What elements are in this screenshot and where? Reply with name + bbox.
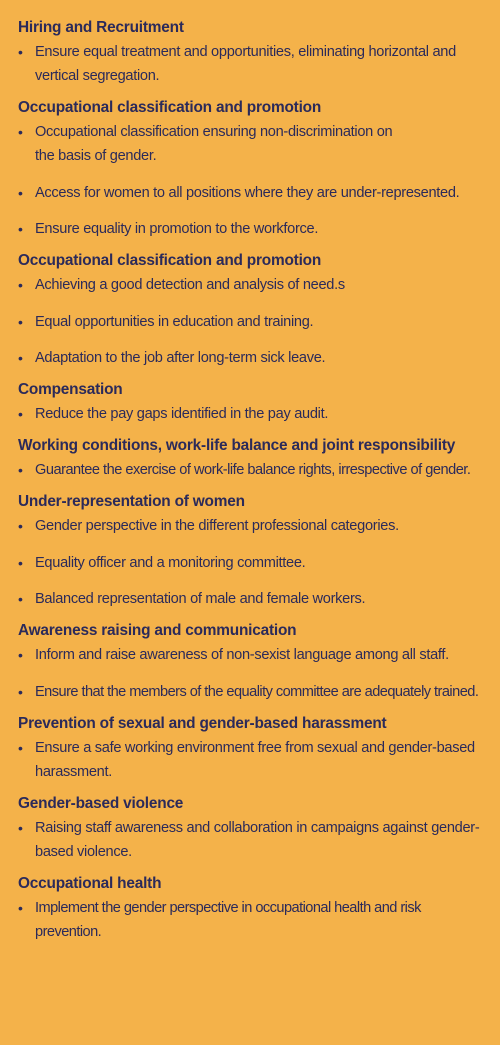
item-text: Achieving a good detection and analysis of need.s	[35, 277, 345, 293]
section-title: Working conditions, work-life balance and joint responsibility	[18, 437, 456, 454]
item-list	[18, 896, 482, 944]
bullet-icon: •	[18, 899, 23, 916]
item-text: Ensure a safe working environment free from sexual and gender-based harassment.	[35, 739, 475, 780]
section-title: Awareness raising and communication	[18, 622, 297, 639]
section-title: Under-representation of women	[18, 493, 245, 510]
bullet-icon: •	[18, 44, 23, 60]
list-item	[18, 458, 482, 482]
bullet-icon: •	[18, 819, 23, 836]
item-list	[18, 458, 482, 482]
list-item	[18, 273, 482, 297]
list-item	[18, 217, 482, 241]
list-item	[18, 40, 482, 88]
item-text: Guarantee the exercise of work-life balance rights, irrespective of gender.	[35, 462, 471, 478]
item-text: Reduce the pay gaps identified in the pay audit.	[35, 406, 329, 422]
bullet-icon: •	[18, 591, 23, 607]
bullet-icon: •	[18, 184, 23, 201]
item-text: Implement the gender perspective in occupational health and risk prevention.	[35, 899, 421, 940]
item-text: Inform and raise awareness of non-sexist language among all staff.	[35, 647, 449, 663]
item-list	[18, 514, 482, 611]
section-title: Hiring and Recruitment	[18, 19, 184, 36]
bullet-icon: •	[18, 683, 23, 700]
item-text: Ensure that the members of the equality committee are adequately trained.	[35, 683, 479, 700]
list-item	[18, 643, 482, 667]
bullet-icon: •	[18, 739, 23, 756]
item-text: Ensure equal treatment and opportunities, eliminating horizontal and vertical segregation.	[35, 44, 456, 84]
section-occupational-classification-1	[18, 96, 482, 241]
list-item	[18, 120, 482, 168]
item-text: Gender perspective in the different professional categories.	[35, 518, 399, 534]
section-compensation	[18, 378, 482, 426]
section-title: Compensation	[18, 381, 123, 398]
item-list	[18, 40, 482, 88]
item-text: Balanced representation of male and female workers.	[35, 591, 366, 607]
list-item	[18, 551, 482, 575]
section-title: Occupational classification and promotion	[18, 252, 322, 269]
item-text: Occupational classification ensuring non-discrimination on the basis of gender.	[35, 124, 393, 164]
item-text: Adaptation to the job after long-term sick leave.	[35, 350, 326, 366]
item-list	[18, 736, 482, 784]
item-text: Raising staff awareness and collaboration in campaigns against gender-based violence.	[35, 819, 480, 860]
bullet-icon: •	[18, 518, 23, 534]
section-awareness-raising	[18, 619, 482, 704]
item-list	[18, 643, 482, 704]
bullet-icon: •	[18, 406, 23, 422]
section-occupational-health	[18, 872, 482, 944]
list-item	[18, 587, 482, 611]
item-text: Equal opportunities in education and training.	[35, 313, 314, 330]
bullet-icon: •	[18, 462, 23, 478]
list-item	[18, 310, 482, 334]
item-list	[18, 402, 482, 426]
list-item	[18, 346, 482, 370]
bullet-icon: •	[18, 350, 23, 366]
item-text: Access for women to all positions where they are under-represented.	[35, 184, 460, 201]
bullet-icon: •	[18, 277, 23, 293]
list-item	[18, 402, 482, 426]
section-hiring-recruitment	[18, 16, 482, 88]
list-item	[18, 896, 482, 944]
section-working-conditions	[18, 434, 482, 482]
section-title: Prevention of sexual and gender-based harassment	[18, 714, 387, 732]
bullet-icon: •	[18, 554, 23, 571]
item-text: Equality officer and a monitoring committee.	[35, 554, 306, 571]
section-harassment-prevention	[18, 712, 482, 784]
bullet-icon: •	[18, 313, 23, 330]
section-gender-based-violence	[18, 792, 482, 864]
list-item	[18, 816, 482, 864]
item-list	[18, 273, 482, 370]
list-item	[18, 736, 482, 784]
bullet-icon: •	[18, 647, 23, 663]
list-item	[18, 181, 482, 205]
list-item	[18, 514, 482, 538]
section-title: Gender-based violence	[18, 794, 184, 812]
section-title: Occupational health	[18, 874, 162, 892]
bullet-icon: •	[18, 221, 23, 237]
section-under-representation	[18, 490, 482, 611]
item-list	[18, 120, 482, 241]
section-occupational-classification-2	[18, 249, 482, 370]
list-item	[18, 680, 482, 704]
section-title: Occupational classification and promotion	[18, 99, 322, 116]
bullet-icon: •	[18, 124, 23, 140]
item-list	[18, 816, 482, 864]
item-text: Ensure equality in promotion to the workforce.	[35, 221, 319, 237]
